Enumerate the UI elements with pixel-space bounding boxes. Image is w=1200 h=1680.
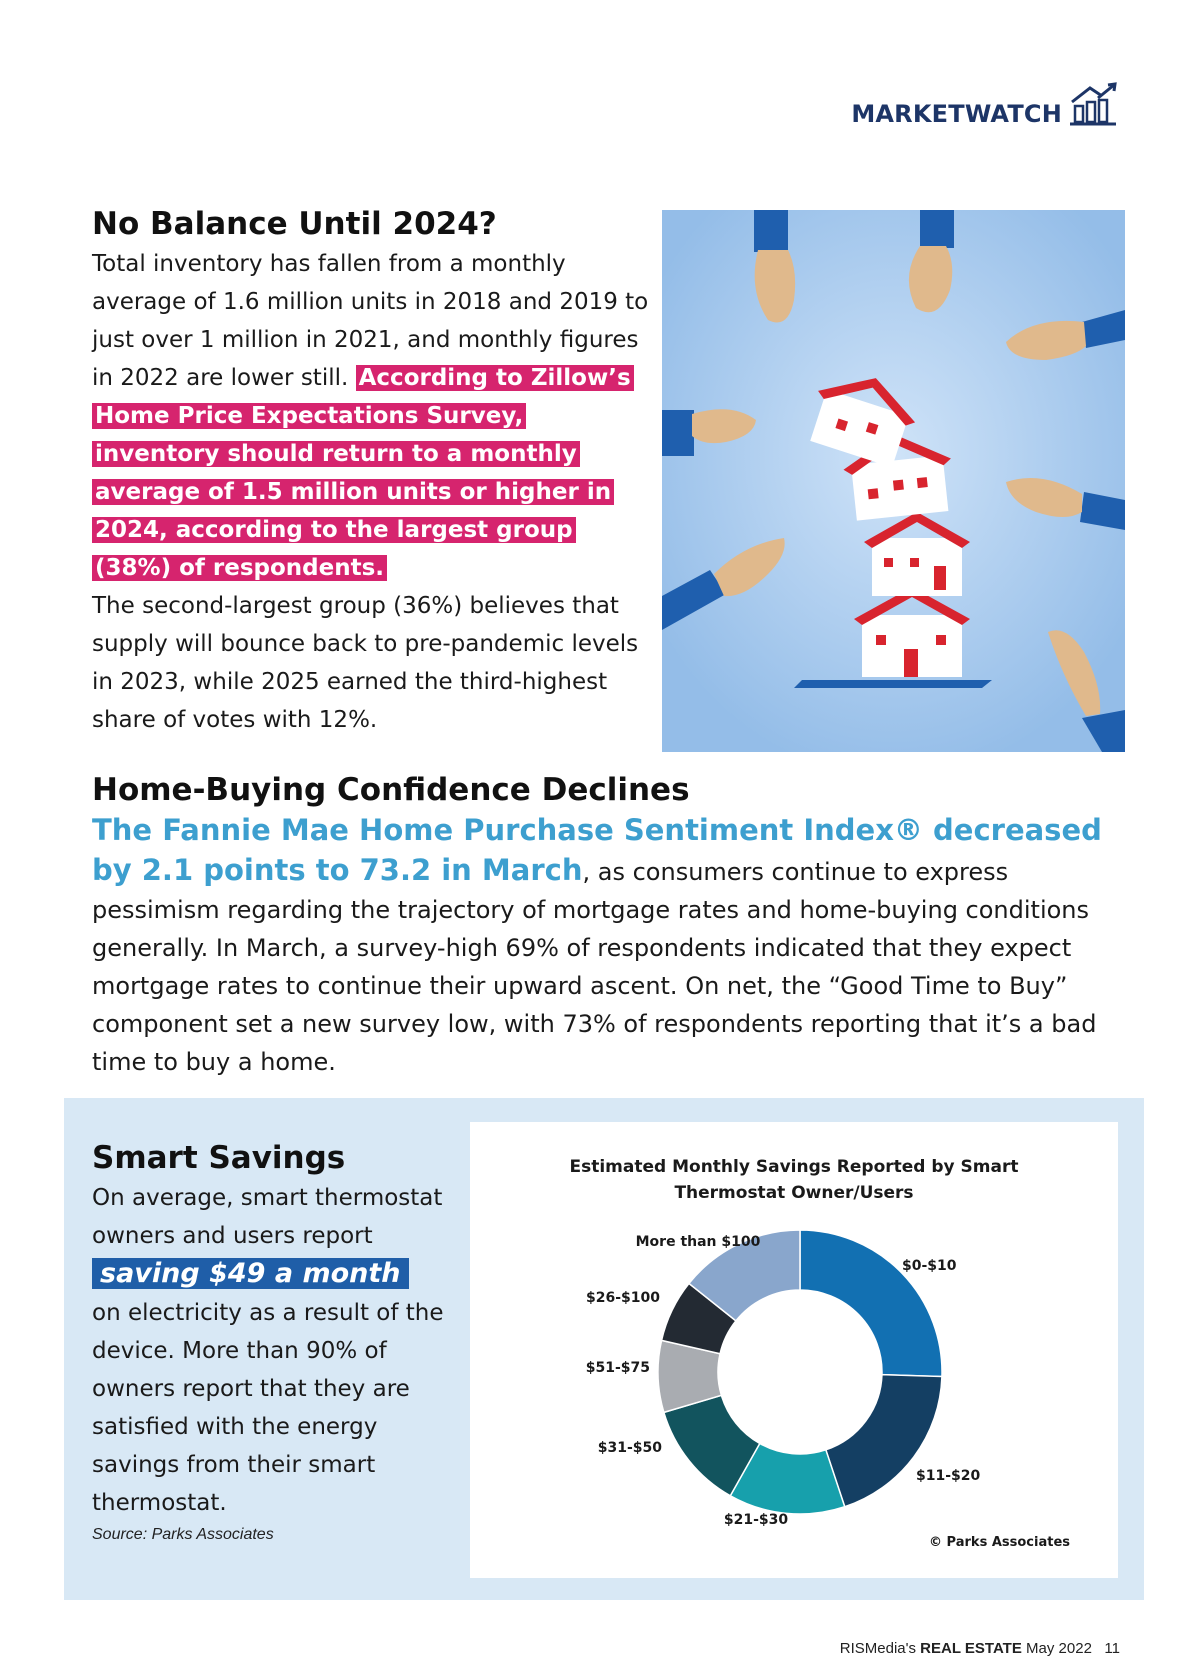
article-smart-savings-body	[92, 1179, 452, 1522]
savings-text-outro: on electricity as a result of the device. More than 90% of owners report that they are satisfied with the energy savings from their smart thermostat.	[92, 1300, 444, 1517]
inventory-text-intro: Total inventory has fallen from a monthly average of 1.6 million units in 2018 and 2019 to just over 1 million in 2021, and monthly figures in 2022 are lower still.	[92, 251, 649, 392]
smart-savings-panel	[64, 1098, 1144, 1600]
savings-text-intro: On average, smart thermostat owners and users report	[92, 1185, 443, 1250]
page-footer	[840, 1640, 1120, 1657]
article-confidence-heading: Home-Buying Confidence Declines	[92, 772, 690, 808]
article-confidence	[92, 772, 1122, 1081]
article-inventory	[92, 206, 652, 739]
donut-label-3: $21-$30	[723, 1512, 789, 1528]
donut-label-1: $0-$10	[902, 1258, 957, 1274]
fannie-mae-lead: The Fannie Mae Home Purchase Sentiment Index® decreased by 2.1 points to 73.2 in March	[92, 813, 1102, 888]
footer-publication: RISMedia's	[839, 1640, 916, 1657]
footer-issue: May 2022	[1026, 1640, 1092, 1657]
donut-label-4: $31-$50	[597, 1440, 662, 1456]
confidence-text: , as consumers continue to express pessimism regarding the trajectory of mortgage rates and home-buying conditions generally. In March, a survey-high 69% of respondents indicated that they expect mortgage rates to continue their upward ascent. On net, the “Good Time to Buy” component set a new survey low, with 73% of respondents reporting that it’s a bad time to buy a home.	[92, 858, 1097, 1077]
donut-label-2: $11-$20	[916, 1468, 981, 1484]
inventory-text-outro: The second-largest group (36%) believes that supply will bounce back to pre-pandemic levels in 2023, while 2025 earned the third-highest share of votes with 12%.	[92, 593, 639, 734]
chart-title-line-2: Thermostat Owner/Users	[674, 1183, 914, 1203]
article-smart-savings	[92, 1140, 452, 1544]
source-credit: Source: Parks Associates	[92, 1526, 274, 1544]
article-inventory-body	[92, 245, 652, 739]
masthead-title: MARKETWATCH	[851, 100, 1062, 128]
article-smart-savings-heading: Smart Savings	[92, 1140, 346, 1176]
houses-tower-illustration	[662, 210, 1125, 752]
footer-magazine: REAL ESTATE	[920, 1640, 1022, 1657]
donut-slice-2	[826, 1375, 942, 1507]
masthead	[851, 82, 1120, 128]
donut-slice-1	[800, 1230, 942, 1377]
donut-svg	[470, 1122, 1118, 1578]
donut-label-6: $26-$100	[586, 1290, 660, 1306]
house-bar-chart-icon	[1068, 82, 1120, 128]
page-number: 11	[1104, 1640, 1120, 1657]
donut-label-7: More than $100	[635, 1234, 761, 1250]
savings-highlight: saving $49 a month	[92, 1258, 409, 1289]
article-confidence-body	[92, 811, 1122, 1081]
savings-donut-chart	[470, 1122, 1118, 1578]
chart-title-line-1: Estimated Monthly Savings Reported by Smart	[569, 1157, 1019, 1177]
chart-credit: © Parks Associates	[929, 1535, 1070, 1550]
donut-label-5: $51-$75	[585, 1360, 650, 1376]
zillow-highlight: According to Zillow’s Home Price Expectations Survey, inventory should return to a monthly average of 1.5 million units or higher in 2024, according to the largest group (38%) of respondents.	[92, 365, 634, 581]
article-inventory-heading: No Balance Until 2024?	[92, 206, 497, 242]
